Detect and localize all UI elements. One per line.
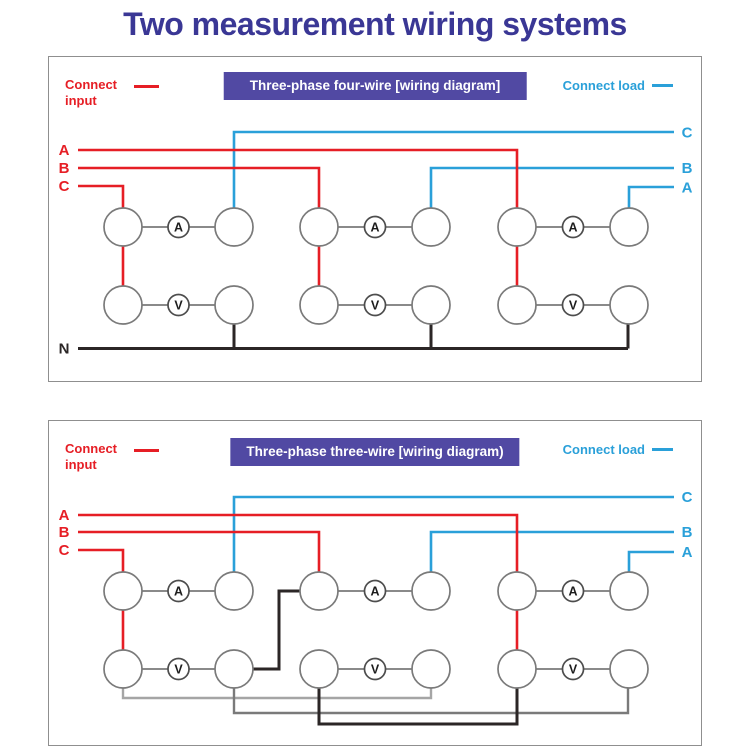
legend-connect-load: Connect load: [562, 78, 645, 93]
input-phase-label-a: A: [58, 507, 70, 524]
input-wire-b: [78, 168, 319, 208]
page-title: Two measurement wiring systems: [123, 6, 627, 42]
neutral-drop-wires: [234, 324, 628, 349]
three-wire-schematic: [49, 421, 701, 745]
meter-connector-wires: [123, 591, 629, 669]
load-phase-label-c: C: [681, 489, 693, 506]
input-phase-label-c: C: [58, 542, 70, 559]
input-wire-a: [78, 150, 517, 208]
ammeter-1-label: A: [173, 220, 184, 235]
neutral-label: N: [58, 340, 70, 358]
ammeter-2-label: A: [370, 220, 380, 235]
legend-connect-load: Connect load: [562, 442, 645, 457]
ammeter-3-label: A: [568, 584, 578, 599]
diagram-title-three-wire: Three-phase three-wire [wiring diagram): [230, 438, 519, 466]
red-drop-wires: [123, 246, 517, 286]
voltmeter-3-label: V: [568, 662, 578, 677]
diagram-panel-three-wire: [48, 420, 702, 746]
load-phase-label-c: C: [681, 124, 693, 142]
voltmeter-2-label: V: [370, 662, 380, 677]
input-phase-label-b: B: [58, 160, 70, 177]
load-phase-label-b: B: [681, 524, 693, 541]
legend-connect-input: Connect input: [65, 441, 117, 472]
voltmeter-1-label: V: [174, 662, 183, 677]
legend-connect-input: Connect input: [65, 77, 117, 108]
voltmeter-2-label: V: [370, 298, 380, 313]
ammeter-2-label: A: [370, 584, 380, 599]
load-phase-label-b: B: [681, 160, 693, 177]
voltmeter-3-label: V: [568, 298, 578, 313]
meter-connector-wires: [123, 227, 629, 305]
input-phase-label-c: C: [58, 178, 70, 195]
gray-bus-upper: [123, 688, 431, 698]
input-wire-a: [78, 515, 517, 572]
input-wire-c: [78, 550, 123, 572]
ammeter-3-label: A: [568, 220, 578, 235]
load-phase-label-a: A: [681, 179, 693, 197]
load-wire-c: [234, 497, 674, 572]
diagram-title-four-wire: Three-phase four-wire [wiring diagram]: [224, 72, 527, 100]
input-phase-label-b: B: [58, 524, 70, 541]
red-drop-wires: [123, 610, 517, 650]
input-phase-label-a: A: [58, 142, 70, 159]
load-wire-a: [629, 187, 674, 208]
load-phase-label-a: A: [681, 544, 693, 561]
black-bus: [319, 688, 517, 724]
ammeter-1-label: A: [173, 584, 184, 599]
input-wire-c: [78, 186, 123, 208]
diagram-panel-four-wire: [48, 56, 702, 382]
load-wire-a: [629, 552, 674, 572]
load-wire-c: [234, 132, 674, 208]
black-link-wire: [253, 591, 300, 669]
input-wire-b: [78, 532, 319, 572]
four-wire-schematic: [49, 57, 701, 381]
voltmeter-1-label: V: [174, 298, 183, 313]
